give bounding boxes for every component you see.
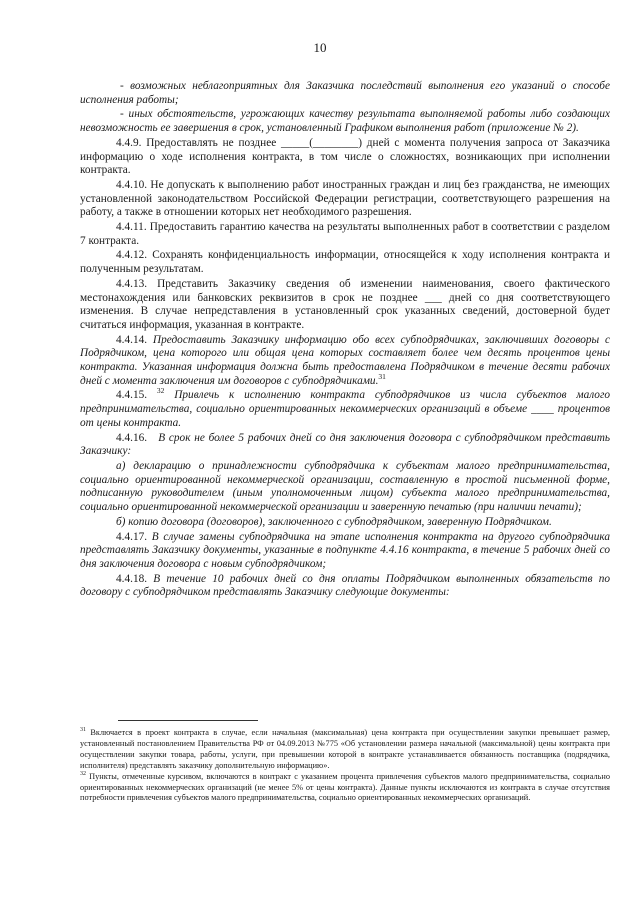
footnote-31: [80, 728, 610, 772]
clause-text: Предоставить Заказчику информацию обо всех субподрядчиках, заключивших договоры с Подрядчиком, цена которого или общая цена которых составляет более чем десять процентов цены контракта. Указанная информация должна быть предоставлена Подрядчиком в течение десяти рабочих дней с момента заключения им договоров с субподрядчиками.: [80, 333, 611, 387]
clause-4-4-13: 4.4.13. Представить Заказчику сведения об изменении наименования, своего фактического местонахождения или банковских реквизитов в срок не позднее ___ дней со дня соответствующего изменения. В случае непредставления в установленный срок указанных сведений, достоверной будет считаться информация, указанная в контракте.: [80, 277, 610, 331]
clause-4-4-17: [80, 531, 610, 572]
footnote-text: Включается в проект контракта в случае, если начальная (максимальная) цена контракта при осуществлении закупки превышает размер, установленный постановлением Правительства РФ от 04.09.2013 №775 «Об установлении размера начальной (максимальной) цены контракта при осуществлении закупки товара, работы, услуги, при превышении которой в контракте устанавливается обязанность поставщика (подрядчика, исполнителя) представлять заказчику дополнительную информацию».: [80, 728, 610, 770]
clause-text: Привлечь к исполнению контракта субподрядчиков из числа субъектов малого предпринимательства, социально ориентированных некоммерческих организаций в объеме ____ процентов от цены контракта.: [80, 389, 611, 429]
footnote-ref-32[interactable]: 32: [156, 386, 165, 396]
clause-4-4-15: [80, 386, 611, 430]
clause-text: В течение 10 рабочих дней со дня оплаты Подрядчиком выполненных обязательств по договору с субподрядчиком представлять Заказчику следующие документы:: [80, 572, 610, 599]
clause-4-4-12: 4.4.12. Сохранять конфиденциальность информации, относящейся к ходу исполнения контракта и полученным результатам.: [80, 249, 610, 276]
document-body: [80, 80, 610, 601]
page-number: 10: [313, 40, 327, 55]
clause-4-4-18: [80, 573, 610, 600]
clause-4-4-16: [80, 432, 610, 459]
clause-4-4-14: [80, 334, 610, 389]
clause-number: 4.4.15.: [116, 389, 148, 402]
clause-4-4-16-b: б) копию договора (договоров), заключенного с субподрядчиком, заверенную Подрядчиком.: [116, 515, 552, 528]
footnote-32: [80, 772, 610, 805]
paragraph-consequences: - возможных неблагоприятных для Заказчика последствий выполнения его указаний о способе исполнения работы;: [80, 80, 610, 106]
clause-number: 4.4.16.: [116, 431, 148, 444]
footnote-number: 32: [80, 770, 86, 777]
paragraph-other-circumstances: - иных обстоятельств, угрожающих качеству результата выполняемой работы либо создающих невозможность ее завершения в срок, установленный Графиком выполнения работ (приложение № 2).: [80, 108, 610, 135]
footnote-text: Пункты, отмеченные курсивом, включаются в контракт с указанием процента привлечения субъектов малого предпринимательства, социально ориентированных некоммерческих организаций (не менее 5% от цены контракта). Данные пункты исключаются из контракта в случае отсутствия потребности привлечения субъектов малого предпринимательства, социально ориентированных некоммерческих организаций.: [80, 771, 610, 803]
footnote-divider: [118, 720, 258, 721]
clause-4-4-16-a: а) декларацию о принадлежности субподрядчика к субъектам малого предпринимательства, социально ориентированной некоммерческой организации, составленную в простой письменной форме, подписанную руководителем (иным уполномоченным лицом) субъекта малого предпринимательства, социально ориентированной некоммерческой организации и заверенную печатью (при наличии печати);: [80, 459, 610, 514]
clause-number: 4.4.17.: [116, 530, 148, 543]
clause-4-4-11: 4.4.11. Предоставить гарантию качества на результаты выполненных работ в соответствии с разделом 7 контракта.: [80, 221, 610, 247]
clause-number: 4.4.14.: [116, 333, 148, 346]
clause-text: В случае замены субподрядчика на этапе исполнения контракта на другого субподрядчика представлять Заказчику документы, указанные в подпункте 4.4.16 контракта, в течение 5 рабочих дней со дня заключения договора с новым субподрядчиком;: [80, 530, 610, 570]
clause-text: В срок не более 5 рабочих дней со дня заключения договора с субподрядчиком представить Заказчику:: [80, 431, 610, 458]
clause-4-4-9: 4.4.9. Предоставлять не позднее _____(________) дней с момента получения запроса от Заказчика информацию о ходе исполнения контракта, в том числе о сложностях, возникающих при исполнении контракта.: [80, 136, 610, 177]
clause-number: 4.4.18.: [116, 572, 148, 585]
footnote-number: 31: [80, 727, 86, 734]
footnotes: [80, 728, 610, 804]
footnote-ref-31[interactable]: 31: [378, 372, 386, 381]
clause-4-4-10: 4.4.10. Не допускать к выполнению работ иностранных граждан и лиц без гражданства, не имеющих установленной законодательством Российской Федерации регистрации, соответствующего разрешения на работу, а также в отношении которых нет необходимого разрешения.: [80, 178, 610, 219]
